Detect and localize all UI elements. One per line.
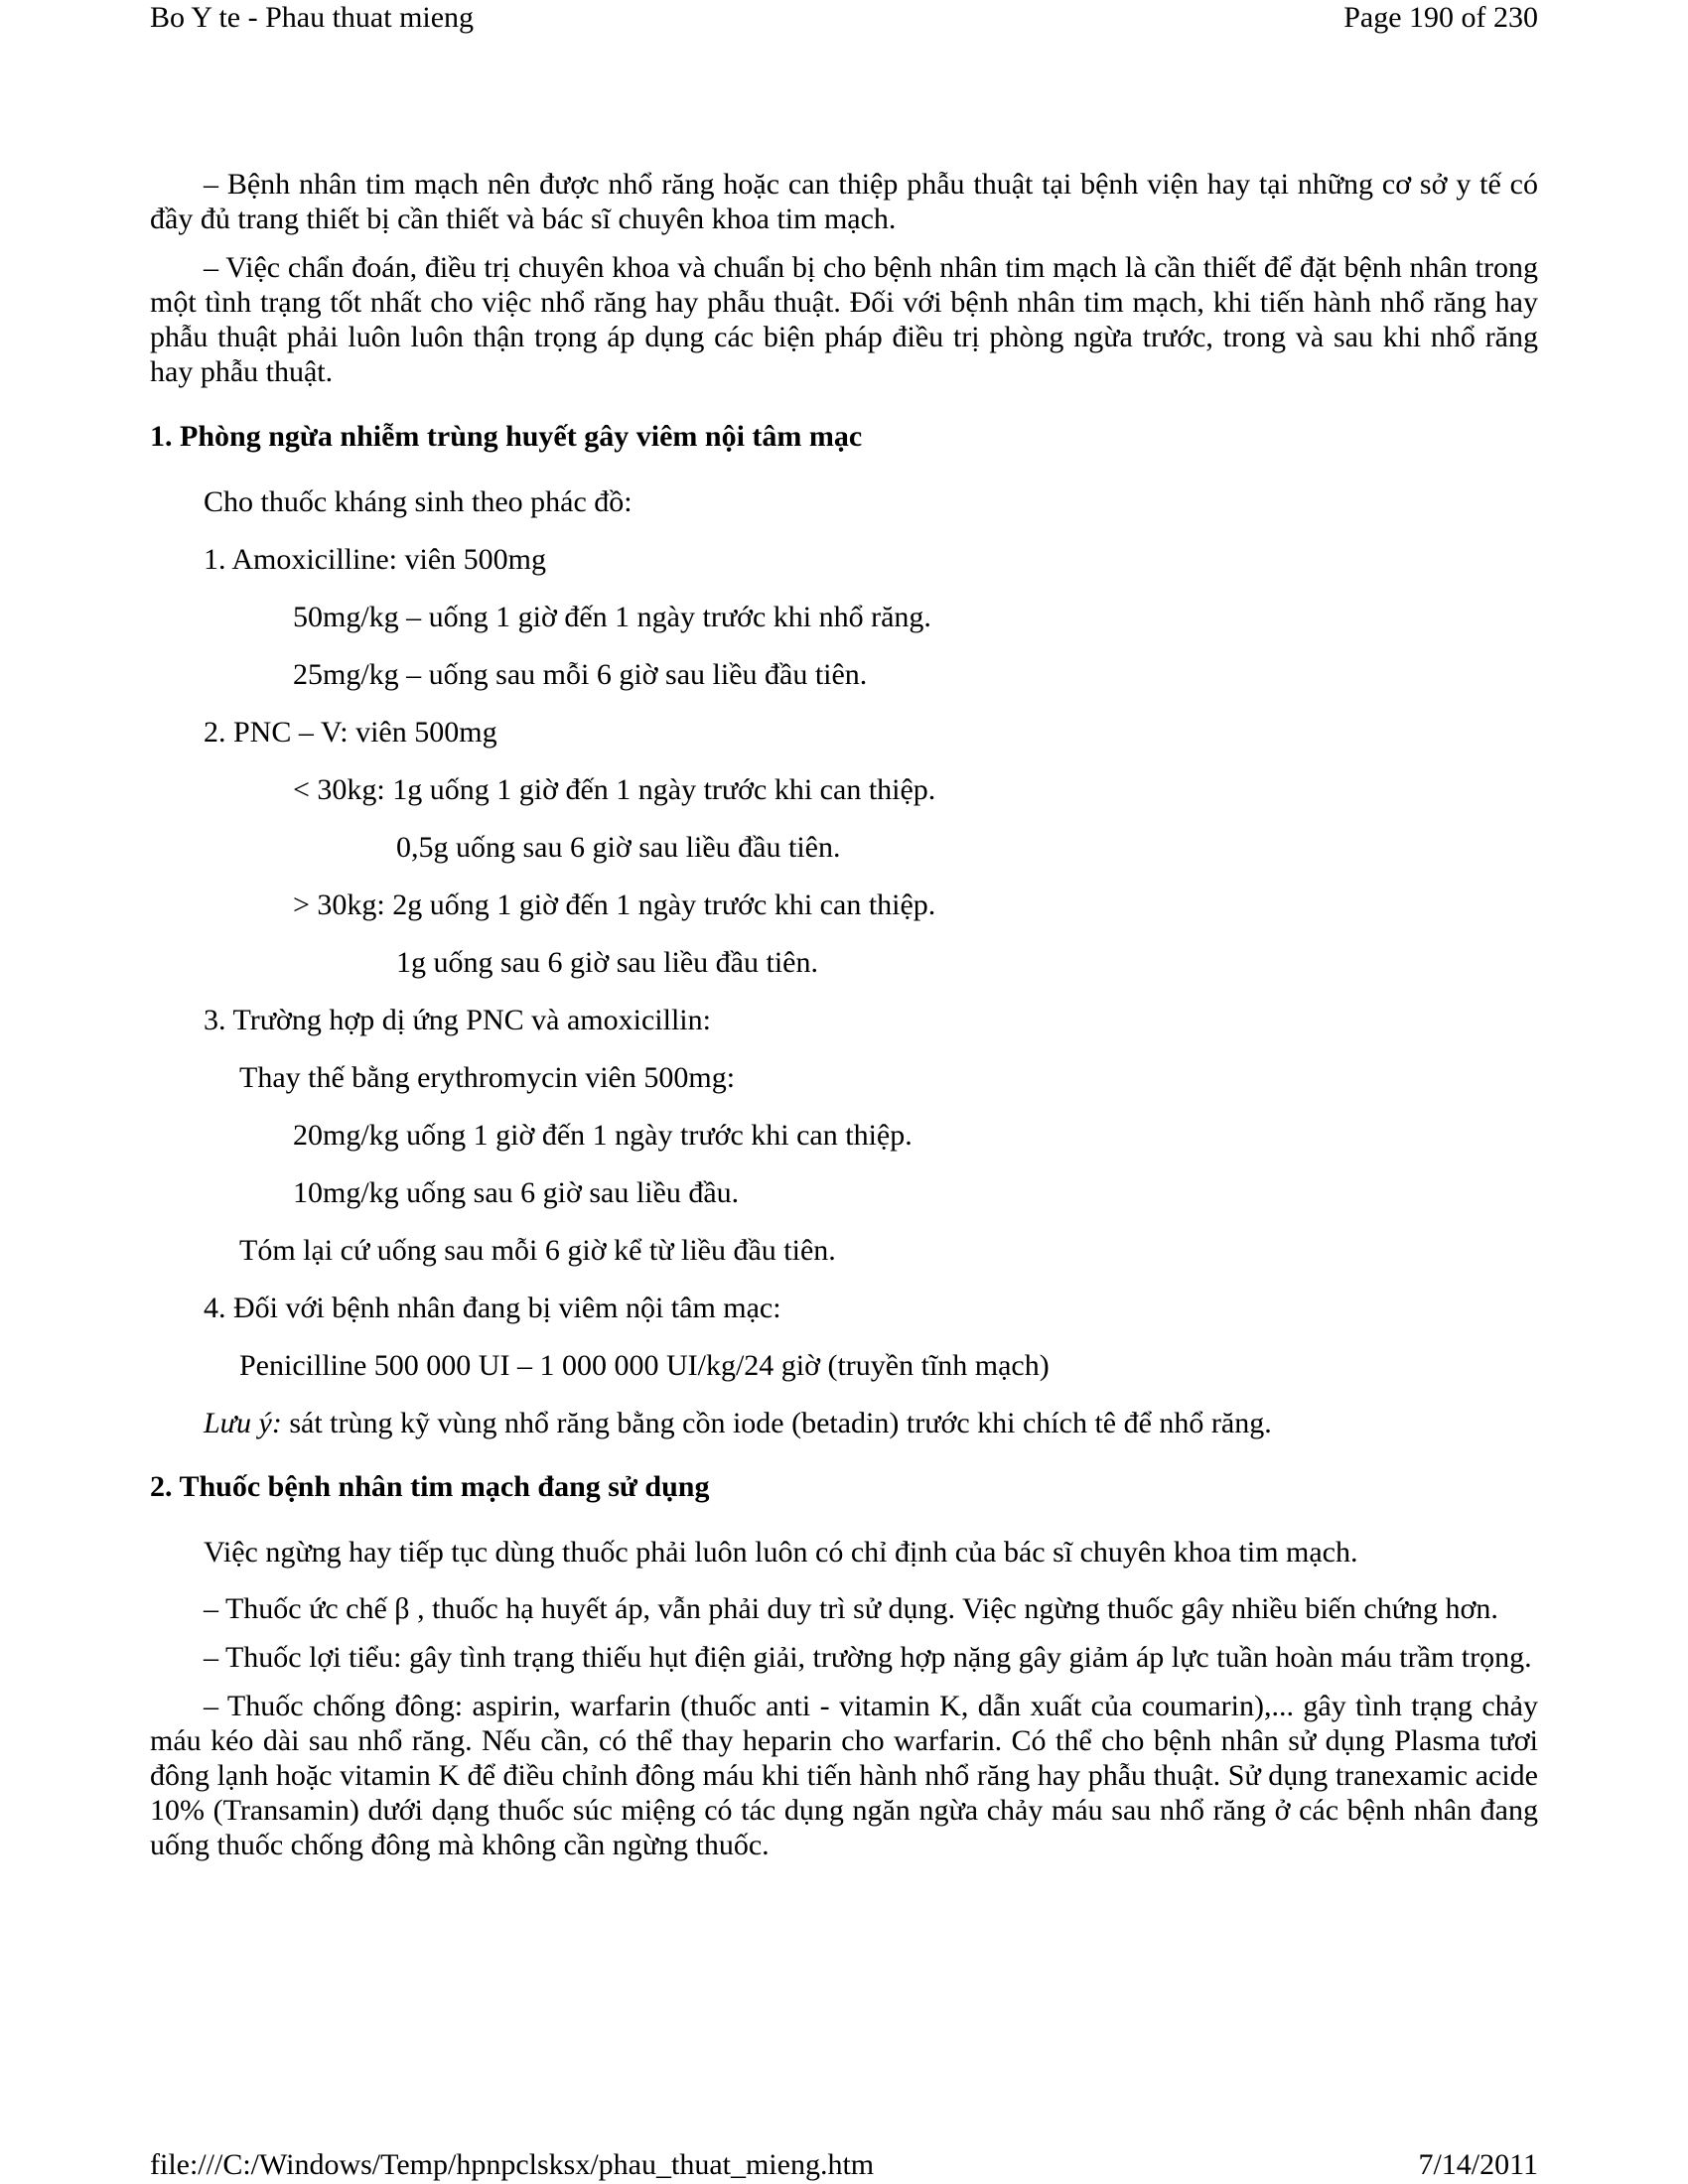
intro-paragraph-1: – Bệnh nhân tim mạch nên được nhổ răng hoặc can thiệp phẫu thuật tại bệnh viện hay tại những cơ sở y tế có đầy đủ trang thiết bị cần thiết và bác sĩ chuyên khoa tim mạch. — [150, 168, 1538, 235]
dose-line: 50mg/kg – uống 1 giờ đến 1 ngày trước khi nhổ răng. — [293, 601, 931, 633]
dose-line: 10mg/kg uống sau 6 giờ sau liều đầu. — [293, 1176, 740, 1209]
section-2-paragraph-2: – Thuốc lợi tiểu: gây tình trạng thiếu hụt điện giải, trường hợp nặng gây giảm áp lực tuần hoàn máu trầm trọng. — [204, 1641, 1532, 1674]
regimen-intro: Cho thuốc kháng sinh theo phác đồ: — [204, 485, 633, 518]
dose-line: 20mg/kg uống 1 giờ đến 1 ngày trước khi can thiệp. — [293, 1119, 913, 1152]
note-text: sát trùng kỹ vùng nhổ răng bằng cồn iode (betadin) trước khi chích tê để nhổ răng. — [281, 1407, 1272, 1439]
dose-line: Penicilline 500 000 UI – 1 000 000 UI/kg/24 giờ (truyền tĩnh mạch) — [239, 1349, 1050, 1382]
section-1-heading: 1. Phòng ngừa nhiễm trùng huyết gây viêm nội tâm mạc — [150, 420, 863, 453]
intro-paragraph-2: – Việc chẩn đoán, điều trị chuyên khoa và chuẩn bị cho bệnh nhân tim mạch là cần thiết để đặt bệnh nhân trong một tình trạng tốt nhất cho việc nhổ răng hay phẫu thuật. Đối với bệnh nhân tim mạch, khi tiến hành nhổ răng hay phẫu thuật phải luôn luôn thận trọng áp dụng các biện pháp điều trị phòng ngừa trước, trong và sau khi nhổ răng hay phẫu thuật. — [150, 251, 1538, 388]
note-line — [150, 1406, 1538, 1463]
note-label: Lưu ý: — [204, 1407, 282, 1439]
header-title: Bo Y te - Phau thuat mieng — [150, 1, 475, 34]
section-2-paragraph-3: – Thuốc chống đông: aspirin, warfarin (thuốc anti - vitamin K, dẫn xuất của coumarin),... gây tình trạng chảy máu kéo dài sau nhổ răng. Nếu cần, có thể thay heparin cho warfarin. Có thể cho bệnh nhân sử dụng Plasma tươi đông lạnh hoặc vitamin K để điều chỉnh đông máu khi tiến hành nhổ răng hay phẫu thuật. Sử dụng tranexamic acide 10% (Transamin) dưới dạng thuốc súc miệng có tác dụng ngăn ngừa chảy máu sau nhổ răng ở các bệnh nhân đang uống thuốc chống đông mà không cần ngừng thuốc. — [150, 1690, 1538, 1861]
list-item-allergy: 3. Trường hợp dị ứng PNC và amoxicillin: — [204, 1004, 711, 1036]
substitute-line: Thay thế bằng erythromycin viên 500mg: — [239, 1061, 736, 1094]
dose-line: < 30kg: 1g uống 1 giờ đến 1 ngày trước khi can thiệp. — [293, 773, 936, 806]
dose-line: > 30kg: 2g uống 1 giờ đến 1 ngày trước khi can thiệp. — [293, 888, 936, 921]
dose-line: 1g uống sau 6 giờ sau liều đầu tiên. — [396, 946, 818, 979]
document-body — [150, 167, 1538, 1876]
list-item-amoxicilline: 1. Amoxicilline: viên 500mg — [204, 543, 546, 576]
section-2-intro: Việc ngừng hay tiếp tục dùng thuốc phải luôn luôn có chỉ định của bác sĩ chuyên khoa tim mạch. — [204, 1536, 1358, 1569]
section-2-paragraph-1: – Thuốc ức chế β , thuốc hạ huyết áp, vẫn phải duy trì sử dụng. Việc ngừng thuốc gây nhiều biến chứng hơn. — [204, 1592, 1498, 1625]
list-item-pnc-v: 2. PNC – V: viên 500mg — [204, 716, 497, 749]
footer-path: file:///C:/Windows/Temp/hpnpclsksx/phau_thuat_mieng.htm — [150, 2148, 875, 2181]
dose-line: 0,5g uống sau 6 giờ sau liều đầu tiên. — [396, 831, 841, 864]
list-item-endocarditis: 4. Đối với bệnh nhân đang bị viêm nội tâm mạc: — [204, 1292, 781, 1324]
dose-line: 25mg/kg – uống sau mỗi 6 giờ sau liều đầu tiên. — [293, 658, 868, 691]
section-2-heading: 2. Thuốc bệnh nhân tim mạch đang sử dụng — [150, 1470, 710, 1503]
page-indicator: Page 190 of 230 — [1343, 1, 1538, 34]
summary-line: Tóm lại cứ uống sau mỗi 6 giờ kể từ liều đầu tiên. — [239, 1234, 836, 1267]
footer-date: 7/14/2011 — [1418, 2148, 1538, 2181]
